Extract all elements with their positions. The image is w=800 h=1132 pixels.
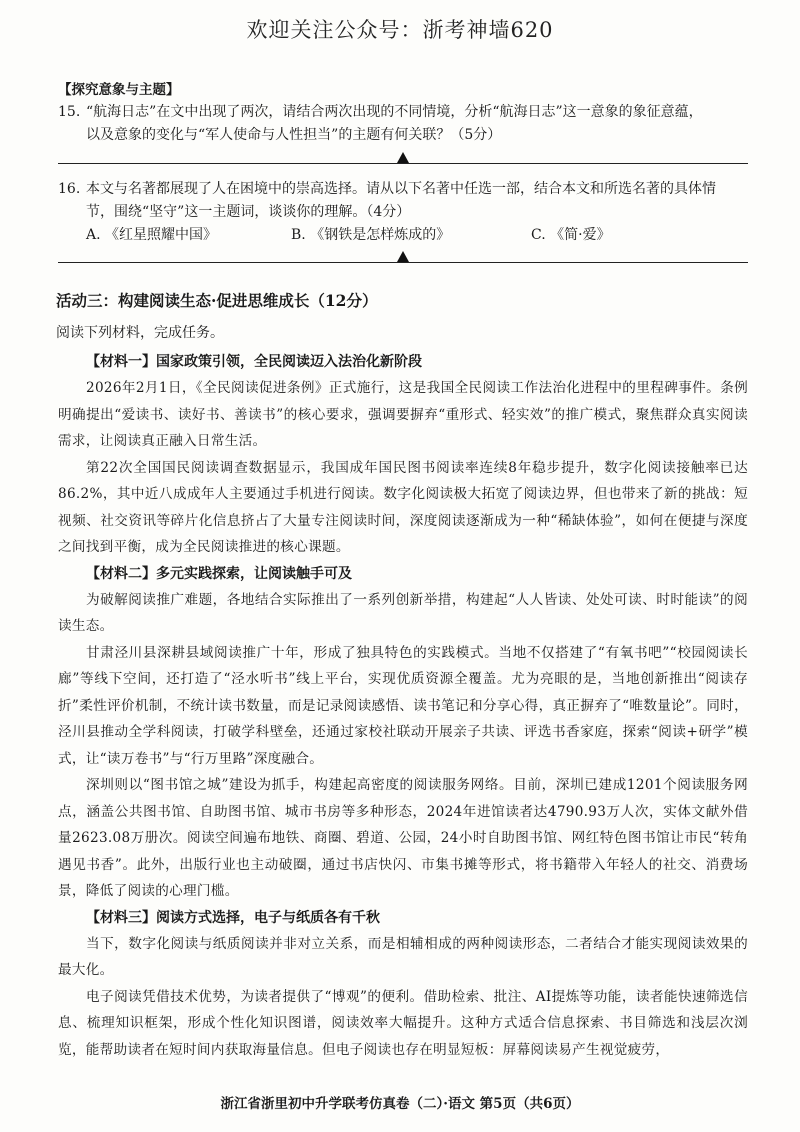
- triangle-marker-icon: [397, 152, 409, 163]
- triangle-marker-icon: [397, 251, 409, 262]
- material-paragraph: 甘肃泾川县深耕县域阅读推广十年，形成了独具特色的实践模式。当地不仅搭建了“有氧书吧”“校园阅读长廊”等线下空间，还打造了“泾水听书”线上平台，实现优质资源全覆盖。尤为亮眼的是，当地创新推出“阅读存折”柔性评价机制，不统计读书数量，而是记录阅读感悟、读书笔记和分享心得，真正摒弃了“唯数量论”。同时，泾川县推动全学科阅读，打破学科壁垒，还通过家校社联动开展亲子共读、评选书香家庭，探索“阅读+研学”模式，让“读万卷书”与“行万里路”深度融合。: [58, 644, 748, 767]
- question-16: [58, 178, 748, 263]
- material-title: 【材料三】阅读方式选择，电子与纸质各有千秋: [86, 909, 380, 926]
- question-15: [58, 101, 748, 164]
- material-paragraph: 第22次全国国民阅读调查数据显示，我国成年国民图书阅读率连续8年稳步提升，数字化阅读接触率已达86.2%，其中近八成成年人主要通过手机进行阅读。数字化阅读极大拓宽了阅读边界，但也带来了新的挑战：短视频、社交资讯等碎片化信息挤占了大量专注阅读时间，深度阅读逐渐成为一种“稀缺体验”，如何在便捷与深度之间找到平衡，成为全民阅读推进的核心课题。: [58, 459, 748, 555]
- answer-line[interactable]: [58, 248, 748, 263]
- watermark-header: 欢迎关注公众号：浙考神墙620: [246, 18, 554, 42]
- activity-title: 活动三：构建阅读生态·促进思维成长（12分）: [56, 291, 378, 310]
- material-paragraph: 为破解阅读推广难题，各地结合实际推出了一系列创新举措，构建起“人人皆读、处处可读、时时能读”的阅读生态。: [58, 591, 748, 634]
- material-paragraph: 2026年2月1日，《全民阅读促进条例》正式施行，这是我国全民阅读工作法治化进程中的里程碑事件。条例明确提出“爱读书、读好书、善读书”的核心要求，强调要摒弃“重形式、轻实效”的推广模式，聚焦群众真实阅读需求，让阅读真正融入日常生活。: [58, 380, 748, 449]
- section-label: 【探究意象与主题】: [58, 82, 180, 98]
- activity-intro: 阅读下列材料，完成任务。: [56, 325, 224, 341]
- material-2: [58, 561, 748, 905]
- question-text-line: 节，围绕“坚守”这一主题词，谈谈你的理解。（4分）: [86, 204, 411, 220]
- question-text-line: 本文与名著都展现了人在困境中的崇高选择。请从以下名著中任选一部，结合本文和所选名著的具体情: [86, 181, 716, 197]
- material-paragraph: 电子阅读凭借技术优势，为读者提供了“博观”的便利。借助检索、批注、AI提炼等功能，读者能快速筛选信息、梳理知识框架，形成个性化知识图谱，阅读效率大幅提升。这种方式适合信息探索、书目筛选和浅层次浏览，能帮助读者在短时间内获取海量信息。但电子阅读也存在明显短板：屏幕阅读易产生视觉疲劳，: [58, 988, 748, 1058]
- material-paragraph: 当下，数字化阅读与纸质阅读并非对立关系，而是相辅相成的两种阅读形态，二者结合才能实现阅读效果的最大化。: [58, 935, 748, 978]
- answer-line[interactable]: [58, 149, 748, 164]
- question-text-line: “航海日志”在文中出现了两次，请结合两次出现的不同情境，分析“航海日志”这一意象的象征意蕴，: [86, 104, 703, 120]
- question-number: 15.: [58, 104, 81, 120]
- option-a: A. 《红星照耀中国》: [86, 227, 218, 243]
- question-text-line: 以及意象的变化与“军人使命与人性担当”的主题有何关联？（5分）: [86, 127, 502, 143]
- material-paragraph: 深圳则以“图书馆之城”建设为抓手，构建起高密度的阅读服务网络。目前，深圳已建成1201个阅读服务网点，涵盖公共图书馆、自助图书馆、城市书房等多种形态，2024年进馆读者达4790.93万人次，实体文献外借量2623.08万册次。阅读空间遍布地铁、商圈、碧道、公园，24小时自助图书馆、网红特色图书馆让市民“转角遇见书香”。此外，出版行业也主动破圈，通过书店快闪、市集书摊等形式，将书籍带入年轻人的社交、消费场景，降低了阅读的心理门槛。: [58, 777, 748, 899]
- material-title: 【材料二】多元实践探索，让阅读触手可及: [86, 565, 352, 582]
- material-3: [58, 905, 748, 1064]
- material-title: 【材料一】国家政策引领，全民阅读迈入法治化新阶段: [86, 354, 422, 370]
- page-content: [58, 78, 748, 1063]
- book-options: [58, 224, 748, 246]
- material-1: [58, 349, 748, 561]
- option-c: C. 《简·爱》: [531, 227, 611, 243]
- page-footer: 浙江省浙里初中升学联考仿真卷（二）·语文 第5页（共6页）: [220, 1096, 580, 1112]
- question-number: 16.: [58, 181, 81, 197]
- option-b: B. 《钢铁是怎样炼成的》: [291, 227, 451, 243]
